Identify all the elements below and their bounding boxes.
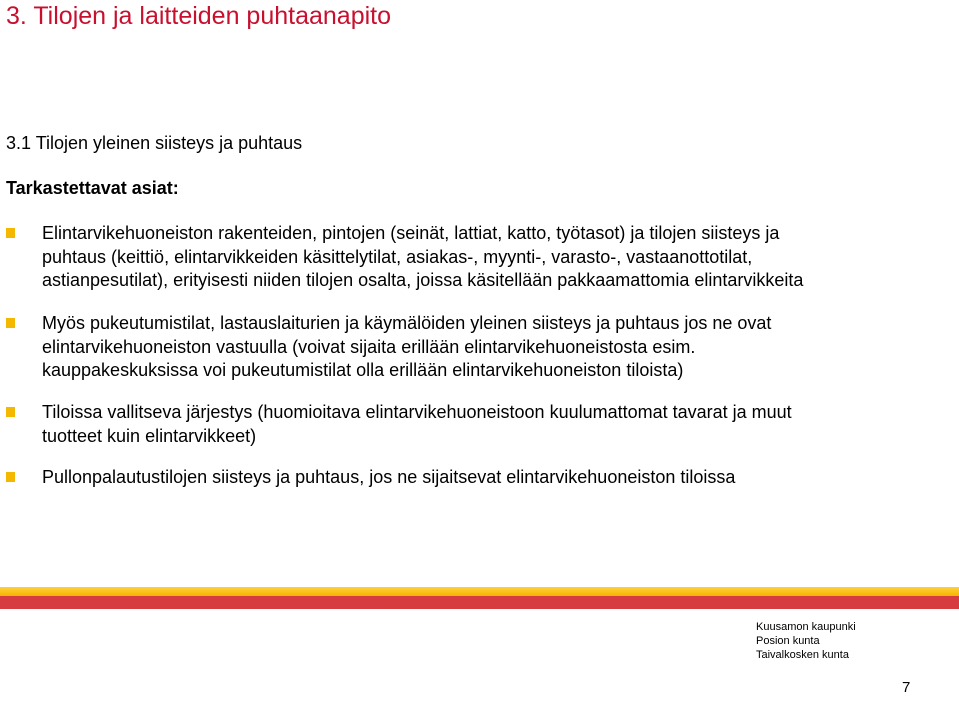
bullet-item [6,312,926,383]
bullet-line: Tiloissa vallitseva järjestys (huomioitava elintarvikehuoneistoon kuulumattomat tavarat ja muut [42,402,792,422]
footer-municipality: Taivalkosken kunta [756,649,849,661]
footer-band-yellow [0,587,959,596]
bullet-line: elintarvikehuoneiston vastuulla (voivat sijaita erillään elintarvikehuoneistosta esim. [42,336,696,357]
page-number: 7 [902,679,911,696]
footer-municipality: Kuusamon kaupunki [756,621,856,633]
bullet-square-icon [6,472,15,482]
bullet-text [42,401,926,448]
bullet-line: kauppakeskuksissa voi pukeutumistilat olla erillään elintarvikehuoneiston tiloista) [42,360,684,380]
bullet-text [42,222,926,293]
bullet-item [6,222,926,293]
checklist-heading: Tarkastettavat asiat: [6,178,179,198]
bullet-line: tuotteet kuin elintarvikkeet) [42,425,257,446]
bullet-square-icon [6,407,15,417]
bullet-line: Myös pukeutumistilat, lastauslaiturien ja käymälöiden yleinen siisteys ja puhtaus jos ne ovat [42,313,772,333]
bullet-square-icon [6,318,15,328]
slide-title: 3. Tilojen ja laitteiden puhtaanapito [6,2,392,30]
footer-band-red [0,596,959,609]
bullet-line: puhtaus (keittiö, elintarvikkeiden käsittelytilat, asiakas-, myynti-, varasto-, vastaanottotilat, [42,246,753,267]
section-subtitle: 3.1 Tilojen yleinen siisteys ja puhtaus [6,133,303,153]
bullet-item [6,401,926,448]
bullet-square-icon [6,228,15,238]
bullet-line: astianpesutilat), erityisesti niiden tilojen osalta, joissa käsitellään pakkaamattomia elintarvikkeita [42,270,804,290]
bullet-item [6,466,926,490]
bullet-text [42,312,926,383]
footer-municipality: Posion kunta [756,635,820,647]
bullet-text [42,466,926,490]
bullet-line: Elintarvikehuoneiston rakenteiden, pintojen (seinät, lattiat, katto, työtasot) ja tilojen siisteys ja [42,223,780,243]
bullet-line: Pullonpalautustilojen siisteys ja puhtaus, jos ne sijaitsevat elintarvikehuoneiston tiloissa [42,467,736,487]
